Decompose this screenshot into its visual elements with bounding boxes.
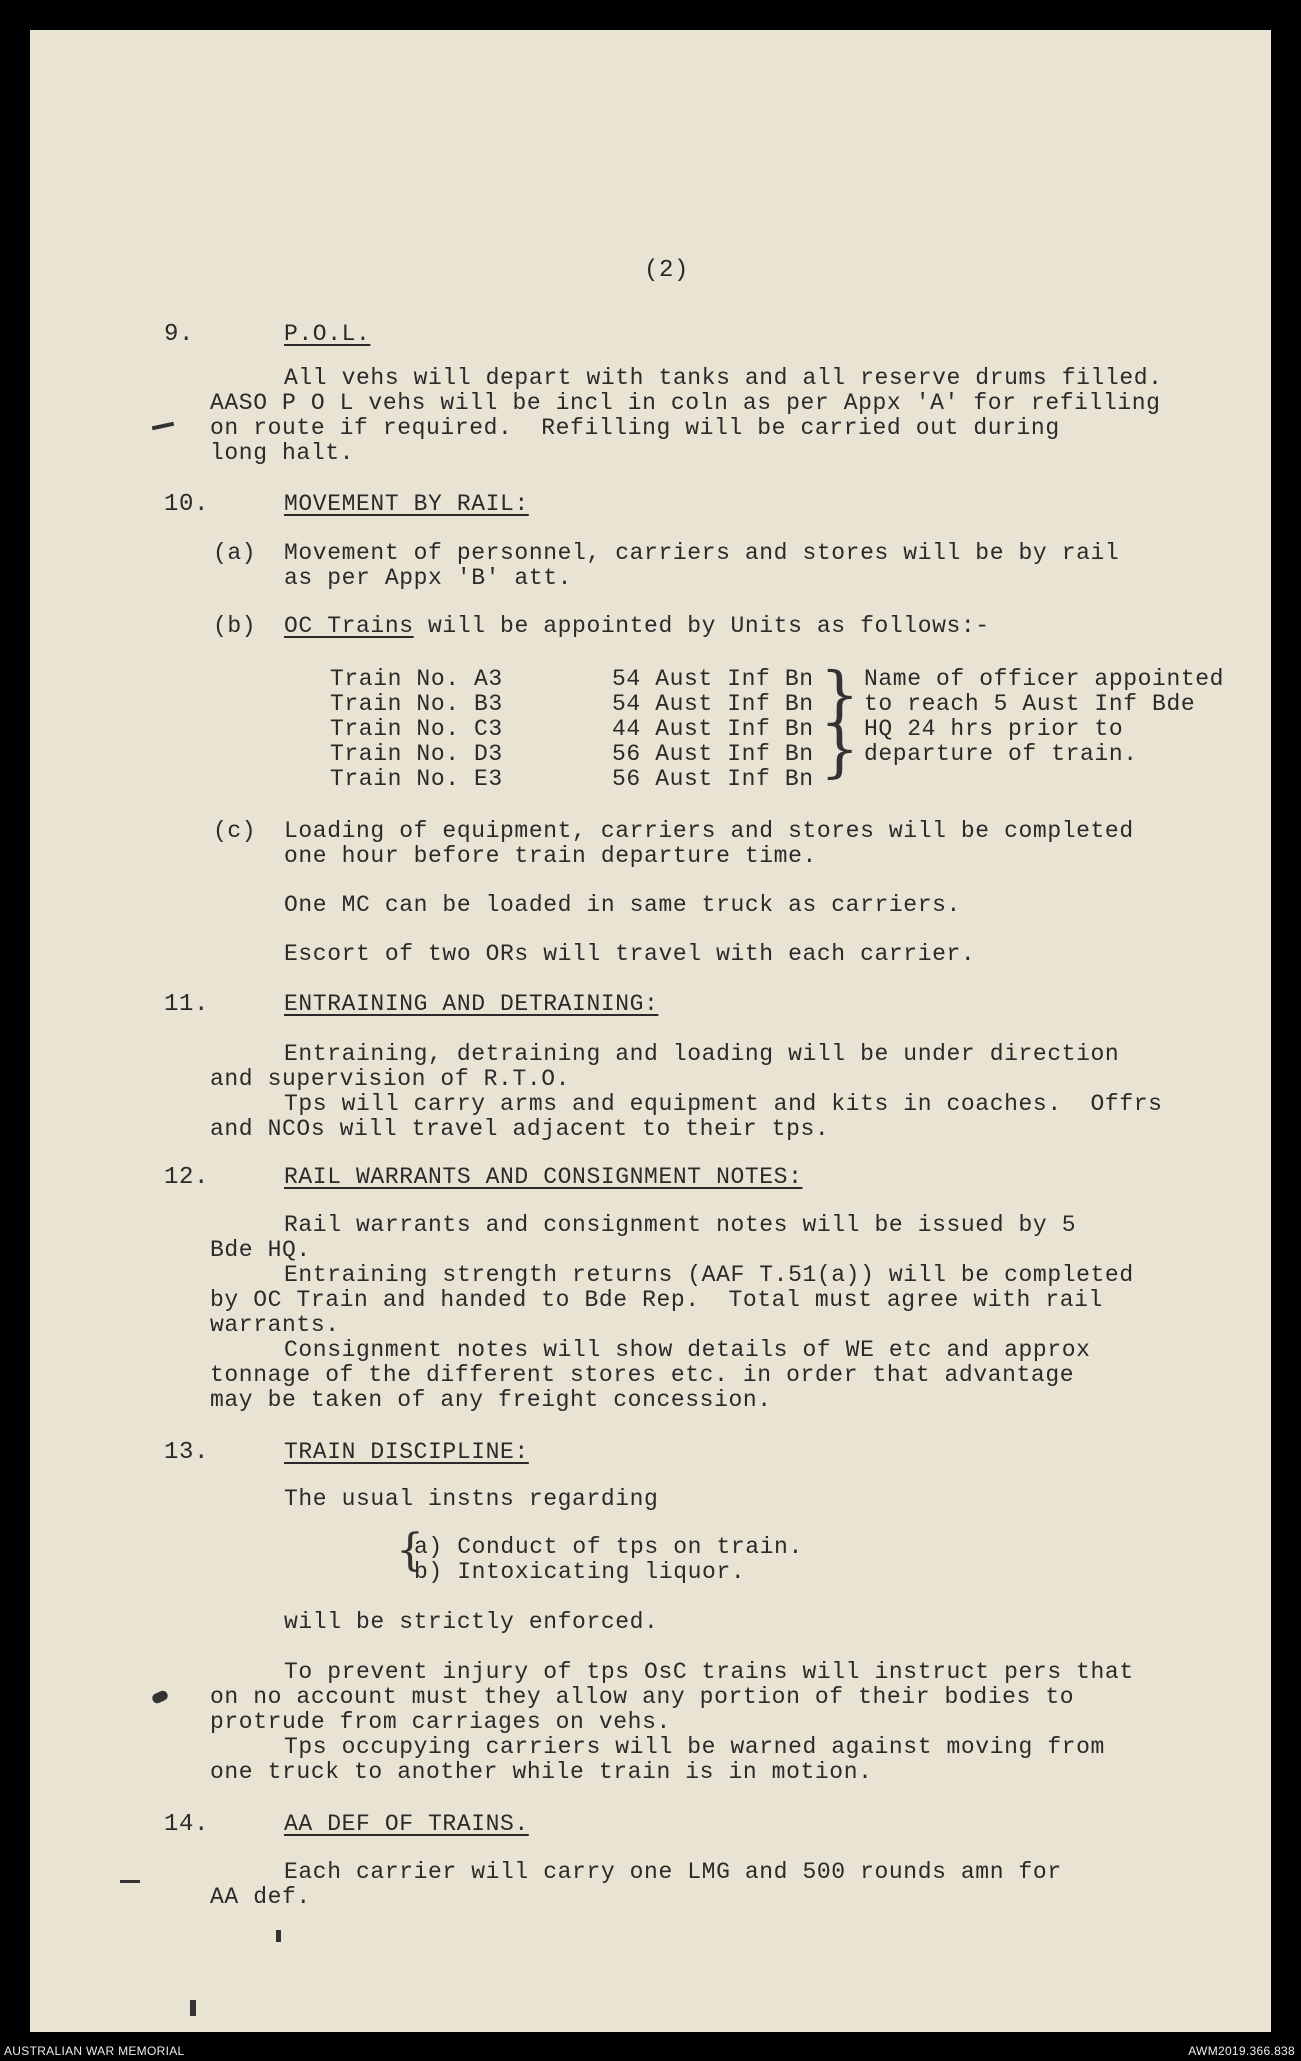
- train-number: Train No. D3: [330, 741, 503, 767]
- section-14-number: 14.: [164, 1811, 210, 1838]
- section-10b-label: (b): [213, 613, 257, 639]
- margin-mark: [190, 2000, 196, 2016]
- section-11-heading: ENTRAINING AND DETRAINING:: [284, 991, 659, 1017]
- section-14-heading: AA DEF OF TRAINS.: [284, 1811, 529, 1837]
- section-10a-line: Movement of personnel, carriers and stores will be by rail: [284, 540, 1120, 566]
- train-number: Train No. A3: [330, 666, 503, 692]
- section-13-intro: The usual instns regarding: [284, 1486, 659, 1512]
- section-12-line: warrants.: [210, 1312, 340, 1338]
- footer-left-label: AUSTRALIAN WAR MEMORIAL: [4, 2044, 185, 2058]
- section-9-heading: P.O.L.: [284, 321, 371, 347]
- section-14-line: Each carrier will carry one LMG and 500 rounds amn for: [284, 1859, 1062, 1885]
- section-12-line: tonnage of the different stores etc. in order that advantage: [210, 1362, 1075, 1388]
- section-10a-line: as per Appx 'B' att.: [284, 565, 573, 591]
- section-9-number: 9.: [164, 321, 195, 348]
- section-10a-label: (a): [213, 540, 257, 566]
- section-13-line: Tps occupying carriers will be warned against moving from: [284, 1734, 1105, 1760]
- margin-mark: [120, 1880, 140, 1883]
- trains-note: HQ 24 hrs prior to: [864, 716, 1124, 742]
- train-unit: 56 Aust Inf Bn: [612, 766, 814, 792]
- trains-note: Name of officer appointed: [864, 666, 1225, 692]
- section-10-number: 10.: [164, 491, 210, 518]
- train-unit: 54 Aust Inf Bn: [612, 691, 814, 717]
- section-12-line: Rail warrants and consignment notes will be issued by 5: [284, 1212, 1077, 1238]
- section-10c-line: one hour before train departure time.: [284, 843, 817, 869]
- section-11-number: 11.: [164, 991, 210, 1018]
- train-number: Train No. E3: [330, 766, 503, 792]
- section-9-line: All vehs will depart with tanks and all reserve drums filled.: [284, 365, 1163, 391]
- section-12-number: 12.: [164, 1164, 210, 1191]
- section-10c-line: Escort of two ORs will travel with each carrier.: [284, 941, 976, 967]
- section-10c-line: Loading of equipment, carriers and stores will be completed: [284, 818, 1134, 844]
- section-11-line: and supervision of R.T.O.: [210, 1066, 571, 1092]
- section-12-heading: RAIL WARRANTS AND CONSIGNMENT NOTES:: [284, 1164, 803, 1190]
- section-12-line: Consignment notes will show details of WE etc and approx: [284, 1337, 1091, 1363]
- trains-note: departure of train.: [864, 741, 1138, 767]
- section-10b-text: will be appointed by Units as follows:-: [413, 613, 990, 639]
- section-11-line: and NCOs will travel adjacent to their tps.: [210, 1116, 830, 1142]
- section-13-line: protrude from carriages on vehs.: [210, 1709, 671, 1735]
- page-number: (2): [644, 257, 690, 284]
- oc-trains-text: OC Trains: [284, 613, 414, 639]
- section-13-number: 13.: [164, 1439, 210, 1466]
- section-9-line: on route if required. Refilling will be carried out during: [210, 415, 1060, 441]
- trains-note: to reach 5 Aust Inf Bde: [864, 691, 1196, 717]
- section-13-line: on no account must they allow any portion of their bodies to: [210, 1684, 1075, 1710]
- section-13-item: b) Intoxicating liquor.: [414, 1559, 746, 1585]
- section-13-item: a) Conduct of tps on train.: [414, 1534, 803, 1560]
- section-12-line: by OC Train and handed to Bde Rep. Total must agree with rail: [210, 1287, 1103, 1313]
- document-page: [30, 30, 1271, 2032]
- section-10b-line: [284, 614, 990, 639]
- section-9-line: AASO P O L vehs will be incl in coln as per Appx 'A' for refilling: [210, 390, 1161, 416]
- train-unit: 56 Aust Inf Bn: [612, 741, 814, 767]
- section-12-line: may be taken of any freight concession.: [210, 1387, 772, 1413]
- section-13-enforced: will be strictly enforced.: [284, 1609, 659, 1635]
- margin-mark: [276, 1930, 281, 1942]
- footer-right-label: AWM2019.366.838: [1188, 2044, 1295, 2058]
- section-10c-label: (c): [213, 818, 257, 844]
- train-number: Train No. B3: [330, 691, 503, 717]
- left-brace: {: [396, 1525, 424, 1576]
- section-13-heading: TRAIN DISCIPLINE:: [284, 1439, 529, 1465]
- train-unit: 44 Aust Inf Bn: [612, 716, 814, 742]
- section-13-line: To prevent injury of tps OsC trains will instruct pers that: [284, 1659, 1134, 1685]
- margin-mark: [152, 422, 174, 430]
- section-9-line: long halt.: [210, 440, 355, 466]
- train-number: Train No. C3: [330, 716, 503, 742]
- section-11-line: Entraining, detraining and loading will be under direction: [284, 1041, 1120, 1067]
- section-14-line: AA def.: [210, 1884, 311, 1910]
- section-10-heading: MOVEMENT BY RAIL:: [284, 491, 529, 517]
- margin-mark: [151, 1689, 170, 1705]
- section-12-line: Entraining strength returns (AAF T.51(a)) will be completed: [284, 1262, 1134, 1288]
- train-unit: 54 Aust Inf Bn: [612, 666, 814, 692]
- right-brace: }: [820, 658, 860, 731]
- section-12-line: Bde HQ.: [210, 1237, 311, 1263]
- section-13-line: one truck to another while train is in motion.: [210, 1759, 873, 1785]
- section-10c-line: One MC can be loaded in same truck as carriers.: [284, 892, 961, 918]
- right-brace: }: [820, 712, 860, 785]
- section-11-line: Tps will carry arms and equipment and kits in coaches. Offrs: [284, 1091, 1163, 1117]
